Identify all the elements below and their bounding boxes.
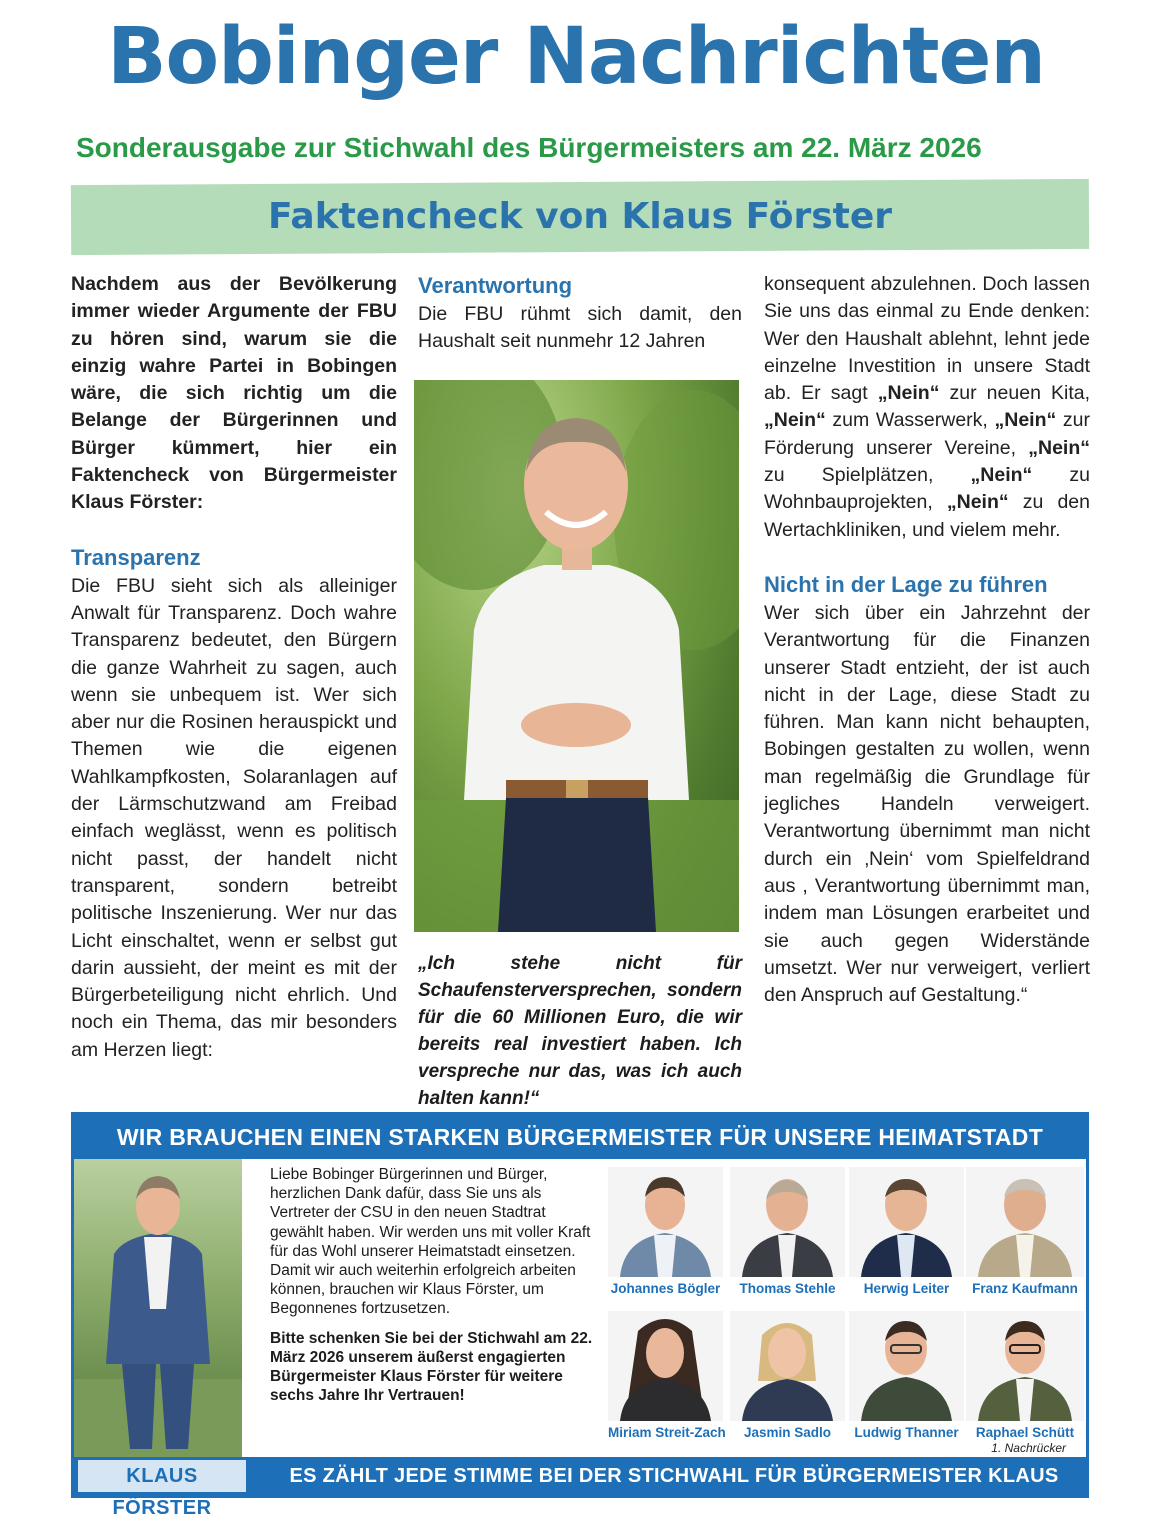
masthead — [0, 12, 1152, 102]
candidate-figure — [74, 1159, 242, 1459]
team-member-name: Ludwig Thanner — [854, 1425, 959, 1440]
intro-paragraph: Nachdem aus der Bevölkerung immer wieder Argumente der FBU zu hören sind, warum sie die einzig wahre Partei in Bobingen wäre, die sich richtig um die Belange der Bürgerinnen und Bürger kümmert, hier ein Faktencheck von Bürgermeister Klaus Förster: — [71, 273, 397, 514]
campaign-headline: WIR BRAUCHEN EINEN STARKEN BÜRGERMEISTER FÜR UNSERE HEIMATSTADT — [74, 1115, 1086, 1159]
team-member — [730, 1311, 845, 1440]
column-right — [764, 271, 1090, 1009]
team-member — [849, 1167, 964, 1296]
team-member-name: Jasmin Sadlo — [743, 1425, 832, 1440]
team-member — [730, 1167, 845, 1296]
portrait-photo — [608, 1311, 723, 1421]
team-member — [608, 1311, 726, 1440]
team-member — [966, 1311, 1084, 1455]
team-member — [608, 1167, 723, 1296]
team-member-name: Herwig Leiter — [863, 1281, 950, 1296]
candidate-name-label: KLAUS FÖRSTER — [78, 1460, 246, 1492]
letter-appeal: Bitte schenken Sie bei der Stichwahl am 22. März 2026 unserem äußerst engagierten Bürgermeister Klaus Förster für weitere sechs Jahre Ihr Vertrauen! — [270, 1329, 593, 1405]
campaign-footer-bar — [74, 1457, 1086, 1525]
portrait-photo — [849, 1167, 964, 1277]
thank-you-letter — [270, 1165, 600, 1405]
portrait-photo — [730, 1167, 845, 1277]
team-member-name: Thomas Stehle — [739, 1281, 836, 1296]
portrait-photo — [730, 1311, 845, 1421]
paragraph-verantwortung-start: Die FBU rühmt sich damit, den Haushalt seit nunmehr 12 Jahren — [418, 303, 742, 353]
factcheck-title: Faktencheck von Klaus Förster — [267, 196, 893, 237]
paragraph-verantwortung-continued: konsequent abzulehnen. Doch lassen Sie uns das einmal zu Ende denken: Wer den Haushalt ablehnt, lehnt jede einzelne Investition in unsere Stadt ab. Er sagt „Nein“ zur neuen Kita, „Nein“ zum Wasserwerk, „Nein“ zur Förderung unserer Vereine, „Nein“ zu Spielplätzen, „Nein“ zu Wohnbauprojekten, „Nein“ zu den Wertachkliniken, und vielem mehr. — [764, 273, 1091, 541]
campaign-box — [71, 1112, 1089, 1525]
mayor-portrait-photo — [414, 380, 739, 932]
paragraph-transparenz: Die FBU sieht sich als alleiniger Anwalt für Transparenz. Doch wahre Transparenz bedeutet, den Bürgern die ganze Wahrheit zu sagen, auch wenn sie unbequem ist. Wer sich aber nur die Rosinen herauspickt und Themen wie die eigenen Wahlkampfkosten, Solaranlagen auf der Lärmschutzwand am Freibad einfach weglässt, wenn es politisch nicht passt, der handelt nicht transparent, sondern betreibt politische Inszenierung. Wer nur das Licht einschaltet, wenn er selbst gut darin aussieht, der meint es mit der Bürgerbeteiligung nicht ehrlich. Und noch ein Thema, das mir besonders am Herzen liegt: — [71, 574, 397, 1061]
portrait-photo — [966, 1167, 1084, 1277]
campaign-footer-text: ES ZÄHLT JEDE STIMME BEI DER STICHWAHL FÜR BÜRGERMEISTER KLAUS FÖRSTER — [289, 1465, 1059, 1525]
mayor-figure — [414, 380, 739, 932]
column-left — [71, 271, 397, 1064]
candidate-walking-photo — [74, 1159, 242, 1459]
portrait-photo — [608, 1167, 723, 1277]
team-member-name: Franz Kaufmann — [972, 1281, 1078, 1296]
mayor-quote: „Ich stehe nicht für Schaufensterversprechen, sondern für die 60 Millionen Euro, die wir bereits real investiert haben. Ich verspreche nur das, was ich auch halten kann!“ — [418, 953, 742, 1109]
column-middle — [418, 271, 742, 356]
team-member — [966, 1167, 1084, 1296]
team-member — [849, 1311, 964, 1440]
newspaper-title: Bobinger Nachrichten — [107, 12, 1045, 102]
paragraph-nicht-in-der-lage: Wer sich über ein Jahrzehnt der Verantwortung für die Finanzen unserer Stadt entzieht, der ist auch nicht in der Lage, diese Stadt zu führen. Man kann nicht behaupten, Bobingen gestalten zu wollen, wenn man regelmäßig die Grundlage für jegliches Handeln verweigert. Verantwortung übernimmt man nicht durch ein ‚Nein‘ vom Spielfeldrand aus , Verantwortung übernimmt man, indem man Lösungen erarbeitet und sie auch gegen Widerstände umsetzt. Wer nur verweigert, verliert den Anspruch auf Gestaltung.“ — [764, 601, 1090, 1007]
team-member-name: Miriam Streit-Zach — [608, 1425, 726, 1440]
special-edition-subtitle: Sonderausgabe zur Stichwahl des Bürgermeisters am 22. März 2026 — [76, 132, 982, 163]
team-member-name: Raphael Schütt — [975, 1425, 1075, 1440]
team-member-name: Johannes Bögler — [610, 1281, 721, 1296]
heading-nicht-in-der-lage: Nicht in der Lage zu führen — [764, 571, 1048, 597]
portrait-photo — [966, 1311, 1084, 1421]
letter-body: Liebe Bobinger Bürgerinnen und Bürger, herzlichen Dank dafür, dass Sie uns als Vertreter der CSU in den neuen Stadtrat gewählt haben. Wir werden uns mit voller Kraft für das Wohl unserer Heimatstadt einsetzen. Damit wir auch weiterhin erfolgreich arbeiten können, brauchen wir Klaus Förster, um Begonnenes fortzusetzen. — [270, 1166, 591, 1318]
portrait-photo — [849, 1311, 964, 1421]
successor-note: 1. Nachrücker — [991, 1441, 1066, 1455]
heading-verantwortung: Verantwortung — [418, 273, 573, 298]
heading-transparenz: Transparenz — [71, 544, 201, 570]
